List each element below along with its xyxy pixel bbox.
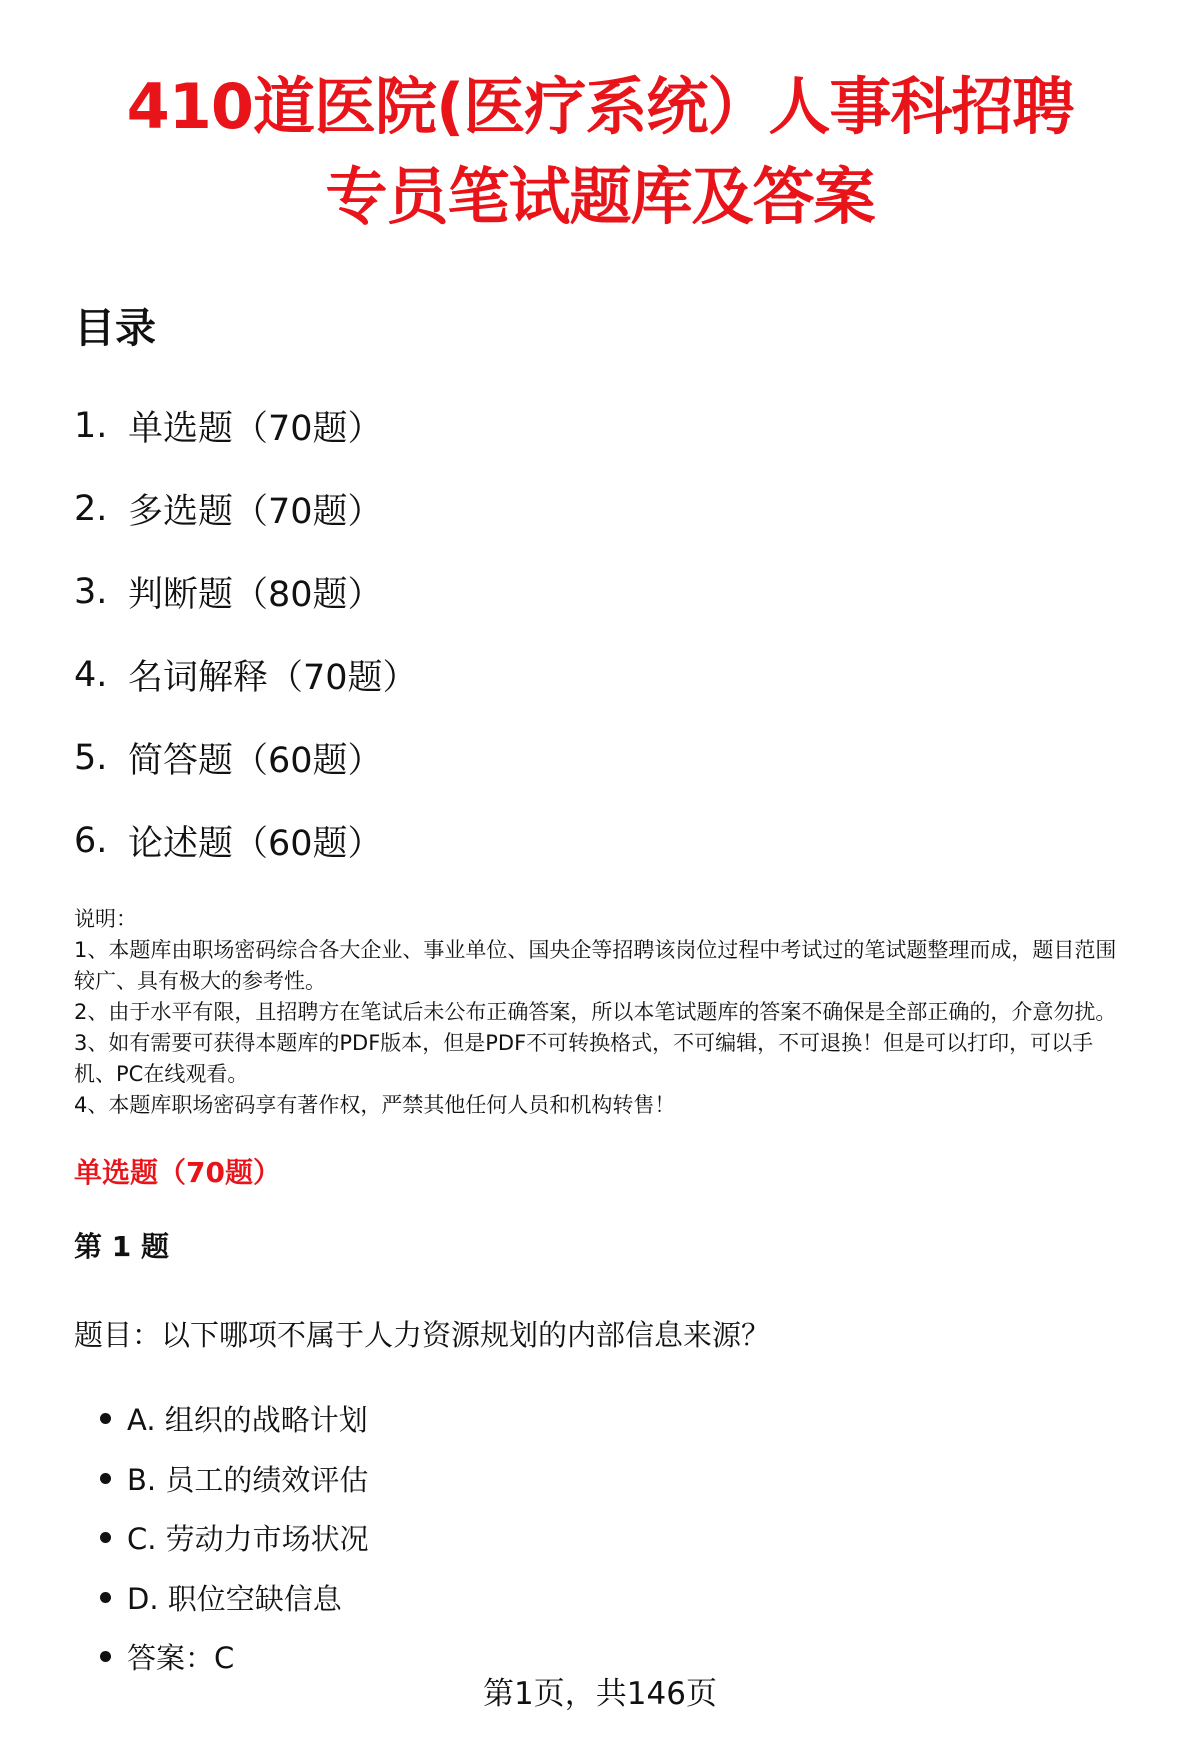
toc-item[interactable]: [74, 799, 1126, 882]
toc-item[interactable]: [74, 550, 1126, 633]
toc-item-label: 论述题（60题）: [128, 823, 383, 864]
question-stem: 题目：以下哪项不属于人力资源规划的内部信息来源？: [74, 1318, 771, 1352]
option-text: B. 员工的绩效评估: [127, 1462, 369, 1497]
title-line-1: 410道医院(医疗系统）人事科招聘: [126, 70, 1074, 143]
toc-item[interactable]: [74, 633, 1126, 716]
bullet-icon: [100, 1592, 111, 1603]
option-item: [74, 1568, 1126, 1628]
notes-block: [74, 904, 1126, 1121]
bullet-icon: [100, 1473, 111, 1484]
toc-item-label: 多选题（70题）: [128, 491, 383, 532]
option-text: D. 职位空缺信息: [127, 1581, 342, 1616]
toc-item-number: 3.: [74, 571, 108, 612]
toc-item-number: 2.: [74, 488, 108, 529]
answer-text: 答案：C: [127, 1641, 235, 1676]
toc-item[interactable]: [74, 467, 1126, 550]
toc-heading: 目录: [74, 304, 156, 352]
toc-item-number: 5.: [74, 737, 108, 778]
notes-line: 4、本题库职场密码享有著作权，严禁其他任何人员和机构转售！: [74, 1093, 676, 1117]
option-list: [74, 1389, 1126, 1687]
option-item: [74, 1449, 1126, 1509]
option-text: C. 劳动力市场状况: [127, 1522, 369, 1557]
option-item: [74, 1508, 1126, 1568]
bullet-icon: [100, 1651, 111, 1662]
title-line-2: 专员笔试题库及答案: [325, 160, 875, 233]
notes-heading: 说明：: [74, 907, 137, 931]
toc-item[interactable]: [74, 384, 1126, 467]
notes-line: 3、如有需要可获得本题库的PDF版本，但是PDF不可转换格式，不可编辑，不可退换！但是可以打印，可以手机、PC在线观看。: [74, 1031, 1094, 1086]
bullet-icon: [100, 1532, 111, 1543]
option-text: A. 组织的战略计划: [127, 1403, 368, 1438]
toc-item-number: 1.: [74, 405, 108, 446]
section-heading: 单选题（70题）: [74, 1156, 281, 1189]
question-number: 第 1 题: [74, 1230, 169, 1263]
bullet-icon: [100, 1413, 111, 1424]
notes-line: 2、由于水平有限，且招聘方在笔试后未公布正确答案，所以本笔试题库的答案不确保是全部正确的，介意勿扰。: [74, 1000, 1117, 1024]
toc-item-label: 单选题（70题）: [128, 408, 383, 449]
page-footer: 第1页，共146页: [483, 1676, 717, 1712]
table-of-contents: [74, 384, 1126, 882]
toc-item-label: 名词解释（70题）: [128, 657, 418, 698]
toc-item-label: 判断题（80题）: [128, 574, 383, 615]
toc-item-number: 4.: [74, 654, 108, 695]
option-item: [74, 1389, 1126, 1449]
toc-item-label: 简答题（60题）: [128, 740, 383, 781]
toc-item-number: 6.: [74, 820, 108, 861]
document-title: [74, 0, 1126, 242]
notes-line: 1、本题库由职场密码综合各大企业、事业单位、国央企等招聘该岗位过程中考试过的笔试题整理而成，题目范围较广、具有极大的参考性。: [74, 938, 1117, 993]
toc-item[interactable]: [74, 716, 1126, 799]
